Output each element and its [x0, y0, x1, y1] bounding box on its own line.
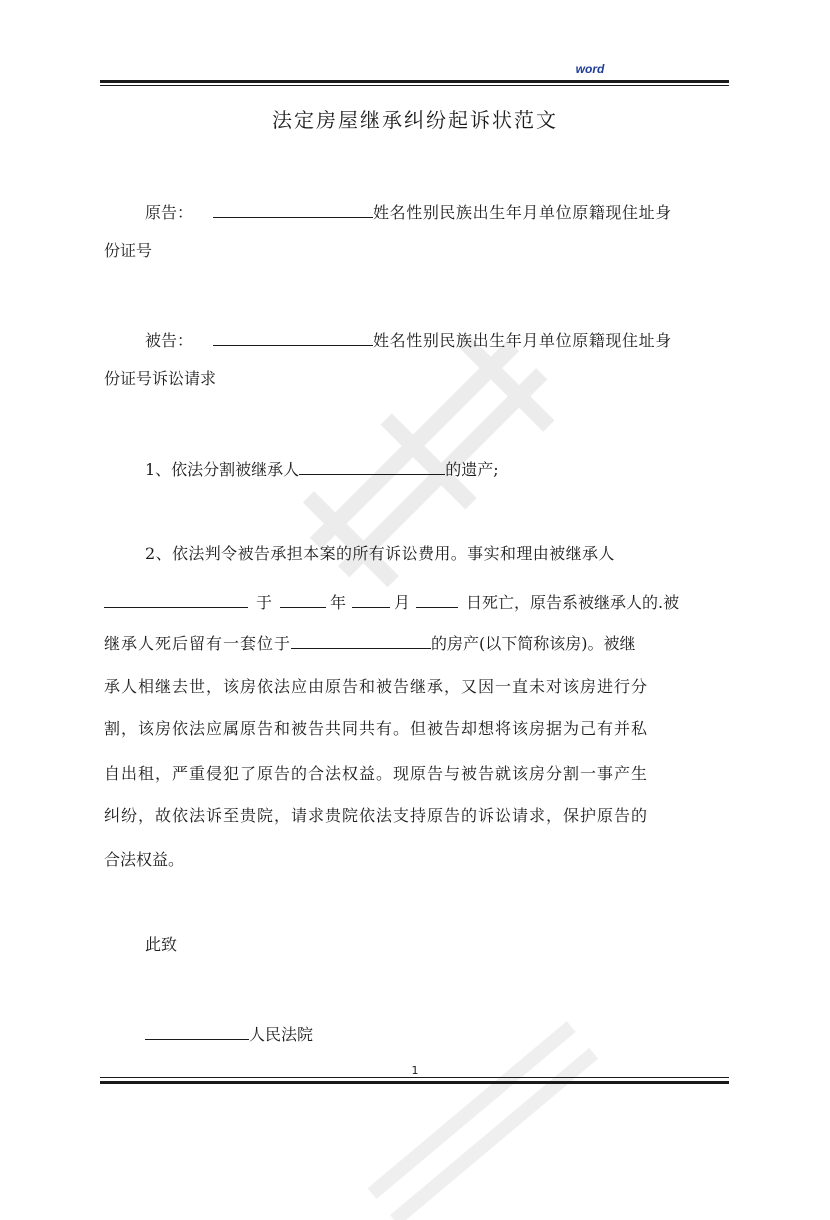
month-blank[interactable] — [352, 590, 390, 608]
plaintiff-fields: 姓名性别民族出生年月单位原籍现住址身 — [373, 203, 672, 222]
request-2-line-2 — [104, 590, 679, 613]
decedent-blank-2[interactable] — [104, 590, 248, 608]
court-suffix: 人民法院 — [249, 1025, 314, 1044]
year-label: 年 — [330, 593, 347, 612]
footer-rule-thin — [100, 1077, 729, 1078]
footer-rule-thick — [100, 1081, 729, 1084]
month-label: 月 — [394, 593, 411, 612]
header-rule-thin — [100, 85, 729, 86]
request-1-prefix: 1、依法分割被继承人 — [145, 460, 300, 479]
defendant-wrap-line: 份证号诉讼请求 — [104, 369, 217, 388]
request-2-line-4: 承人相继去世，该房依法应由原告和被告继承，又因一直未对该房进行分 — [104, 677, 649, 696]
location-prefix: 继承人死后留有一套位于 — [104, 634, 292, 653]
decedent-name-blank[interactable] — [299, 457, 445, 475]
request-2-line-7: 纠纷，故依法诉至贵院，请求贵院依法支持原告的诉讼请求，保护原告的 — [104, 806, 649, 825]
request-2-line-1: 2、依法判令被告承担本案的所有诉讼费用。事实和理由被继承人 — [145, 544, 615, 563]
plaintiff-label: 原告： — [145, 203, 194, 222]
day-tail: 日死亡，原告系被继承人的.被 — [466, 593, 680, 612]
plaintiff-line — [145, 200, 672, 223]
closing-text: 此致 — [145, 935, 178, 954]
request-1-line — [145, 457, 499, 480]
plaintiff-wrap-line: 份证号 — [104, 241, 153, 260]
page-number: 1 — [411, 1064, 419, 1077]
watermark-logo-bottom — [330, 1020, 630, 1220]
court-line — [145, 1022, 313, 1045]
plaintiff-name-blank[interactable] — [213, 200, 373, 218]
location-suffix: 的房产(以下简称该房)。被继 — [431, 634, 636, 653]
header-rule-thick — [100, 80, 729, 83]
header-word-label: word — [575, 62, 605, 76]
request-1-suffix: 的遗产; — [445, 460, 499, 479]
defendant-label: 被告： — [145, 331, 194, 350]
defendant-line — [145, 328, 672, 351]
year-blank[interactable] — [280, 590, 326, 608]
yu-label: 于 — [256, 593, 273, 612]
request-2-line-3 — [104, 631, 636, 654]
request-2-line-5: 割，该房依法应属原告和被告共同共有。但被告却想将该房据为己有并私 — [104, 719, 649, 738]
property-location-blank[interactable] — [291, 631, 431, 649]
request-2-line-6: 自出租，严重侵犯了原告的合法权益。现原告与被告就该房分割一事产生 — [104, 764, 649, 783]
defendant-name-blank[interactable] — [213, 328, 373, 346]
request-2-line-8: 合法权益。 — [104, 850, 185, 869]
defendant-fields: 姓名性别民族出生年月单位原籍现住址身 — [373, 331, 672, 350]
document-title: 法定房屋继承纠纷起诉状范文 — [272, 108, 558, 132]
court-name-blank[interactable] — [145, 1022, 249, 1040]
day-blank[interactable] — [416, 590, 458, 608]
